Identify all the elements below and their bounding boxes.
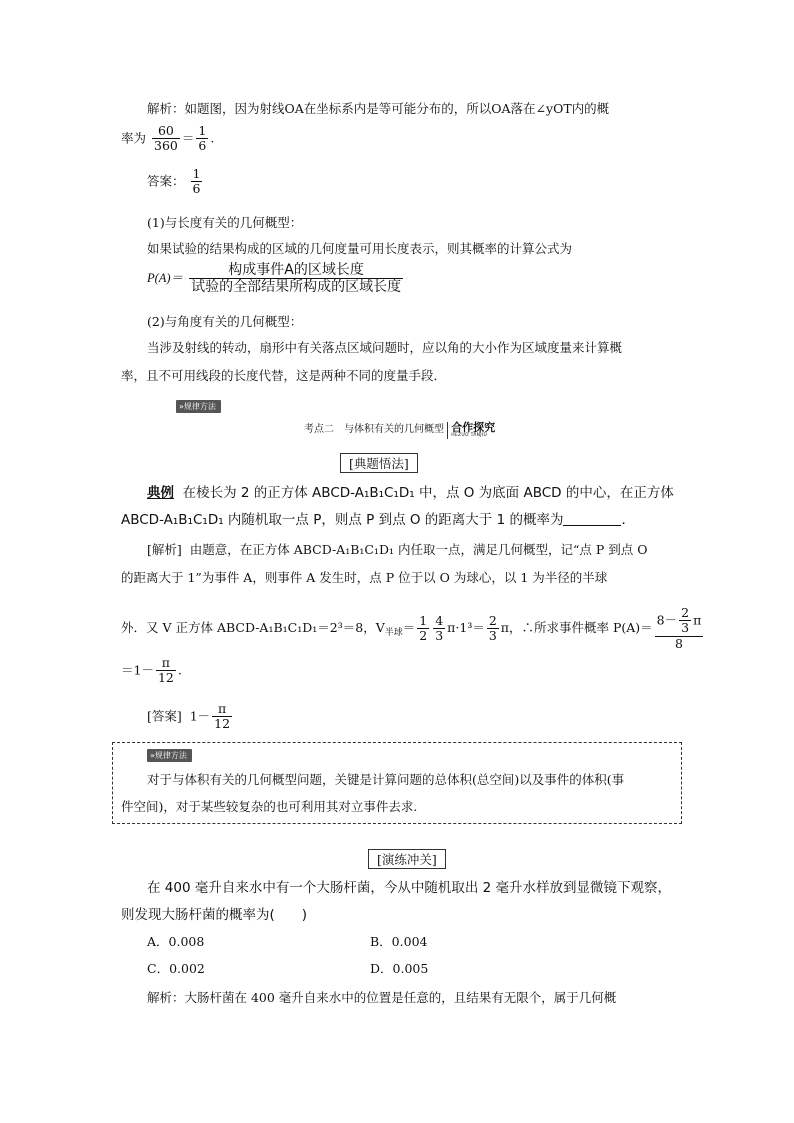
- method-tag-1: »规律方法: [176, 397, 221, 413]
- fraction-pi-12: $\frac{\pi}{12}$: [157, 655, 174, 686]
- dianti-header: [典题悟法]: [340, 453, 418, 473]
- method-text-2: 件空间)，对于某些较复杂的也可利用其对立事件去求.: [121, 799, 418, 814]
- answer-line-1: 答案： $\frac{1}{6}$: [147, 166, 201, 197]
- option-b: B．0.004: [370, 934, 428, 949]
- fraction-1-2: $\frac{1}{2}$: [419, 612, 428, 644]
- answer-fraction-pi-12: $\frac{\pi}{12}$: [214, 701, 231, 732]
- length-text: 如果试验的结果构成的区域的几何度量可用长度表示，则其概率的计算公式为: [147, 241, 573, 256]
- probability-formula: P(A)＝ $\frac{\text{构成事件A的区域长度}}{\text{试验的全部结果所构成的区域长度}}$: [147, 262, 402, 296]
- section-title: 考点二 与体积有关的几何概型 合作探究 HEZUO TANJIU: [304, 421, 496, 438]
- option-a: A．0.008: [147, 934, 205, 949]
- fraction-1-6: $\frac{1}{6}$: [198, 123, 207, 154]
- angle-text-1: 当涉及射线的转动，扇形中有关落点区域问题时，应以角的大小作为区域度量来计算概: [147, 340, 623, 355]
- answer-line-2: [答案] 1－ $\frac{\pi}{12}$: [147, 701, 231, 732]
- analysis-line-2: 率为 $\frac{60}{360}$ ＝ $\frac{1}{6}$ .: [121, 123, 215, 154]
- solution-line-4: ＝1－ $\frac{\pi}{12}$ .: [121, 655, 182, 686]
- angle-text-2: 率，且不可用线段的长度代替，这是两种不同的度量手段．: [121, 368, 447, 383]
- example-line-1: 典例 在棱长为 2 的正方体 ABCD-A₁B₁C₁D₁ 中，点 O 为底面 ABCD 的中心，在正方体: [147, 485, 674, 501]
- double-chevron-icon: »: [179, 402, 184, 411]
- practice-question-2: 则发现大肠杆菌的概率为( ): [121, 907, 308, 923]
- method-tag-2: »规律方法: [147, 746, 192, 762]
- probability-fraction: 8－ $\frac{2}{3}$ π 8: [656, 605, 702, 651]
- answer-fraction: $\frac{1}{6}$: [192, 166, 201, 197]
- analysis-line-1: 解析：如题图，因为射线OA在坐标系内是等可能分布的，所以OA落在∠yOT内的概: [147, 101, 610, 116]
- fraction-4-3: $\frac{4}{3}$: [435, 612, 444, 644]
- option-c: C．0.002: [147, 961, 205, 976]
- practice-question-1: 在 400 毫升自来水中有一个大肠杆菌，今从中随机取出 2 毫升水样放到显微镜下观察，: [147, 880, 672, 896]
- method-text-1: 对于与体积有关的几何概型问题，关键是计算问题的总体积(总空间)以及事件的体积(事: [147, 772, 625, 787]
- fraction-2-3: $\frac{2}{3}$: [488, 612, 497, 644]
- practice-header: [演练冲关]: [368, 849, 446, 869]
- option-d: D．0.005: [370, 961, 429, 976]
- fraction-2-3-inner: $\frac{2}{3}$: [681, 605, 690, 636]
- solution-line-1: [解析] 由题意，在正方体 ABCD-A₁B₁C₁D₁ 内任取一点，满足几何概型，记“点 P 到点 O: [147, 542, 648, 557]
- fraction-60-360: $\frac{60}{360}$: [154, 123, 178, 154]
- hezuo-tanjiu-logo: 合作探究 HEZUO TANJIU: [447, 422, 495, 439]
- solution-line-3: 外．又 V 正方体 ABCD-A₁B₁C₁D₁＝2³＝8，$V_{半球}=$ $\frac{1}{2}$ $\frac{4}{3}$ π·1³＝ $\frac{2}{3}$ π，∴所求事件概率 P(A)＝ 8－ $\frac{2}{3}$ π 8: [121, 605, 702, 651]
- solution-line-2: 的距离大于 1”为事件 A，则事件 A 发生时，点 P 位于以 O 为球心，以 1 为半径的半球: [121, 570, 608, 585]
- length-heading: (1)与长度有关的几何概型：: [147, 215, 303, 230]
- practice-analysis: 解析：大肠杆菌在 400 毫升自来水中的位置是任意的，且结果有无限个，属于几何概: [147, 990, 617, 1005]
- formula-fraction: $\frac{\text{构成事件A的区域长度}}{\text{试验的全部结果所构成的区域长度}}$: [191, 262, 402, 296]
- answer-blank: [563, 513, 621, 526]
- double-chevron-icon: »: [150, 751, 155, 760]
- example-line-2: ABCD-A₁B₁C₁D₁ 内随机取一点 P，则点 P 到点 O 的距离大于 1 的概率为 ．: [121, 512, 635, 528]
- angle-heading: (2)与角度有关的几何概型：: [147, 314, 303, 329]
